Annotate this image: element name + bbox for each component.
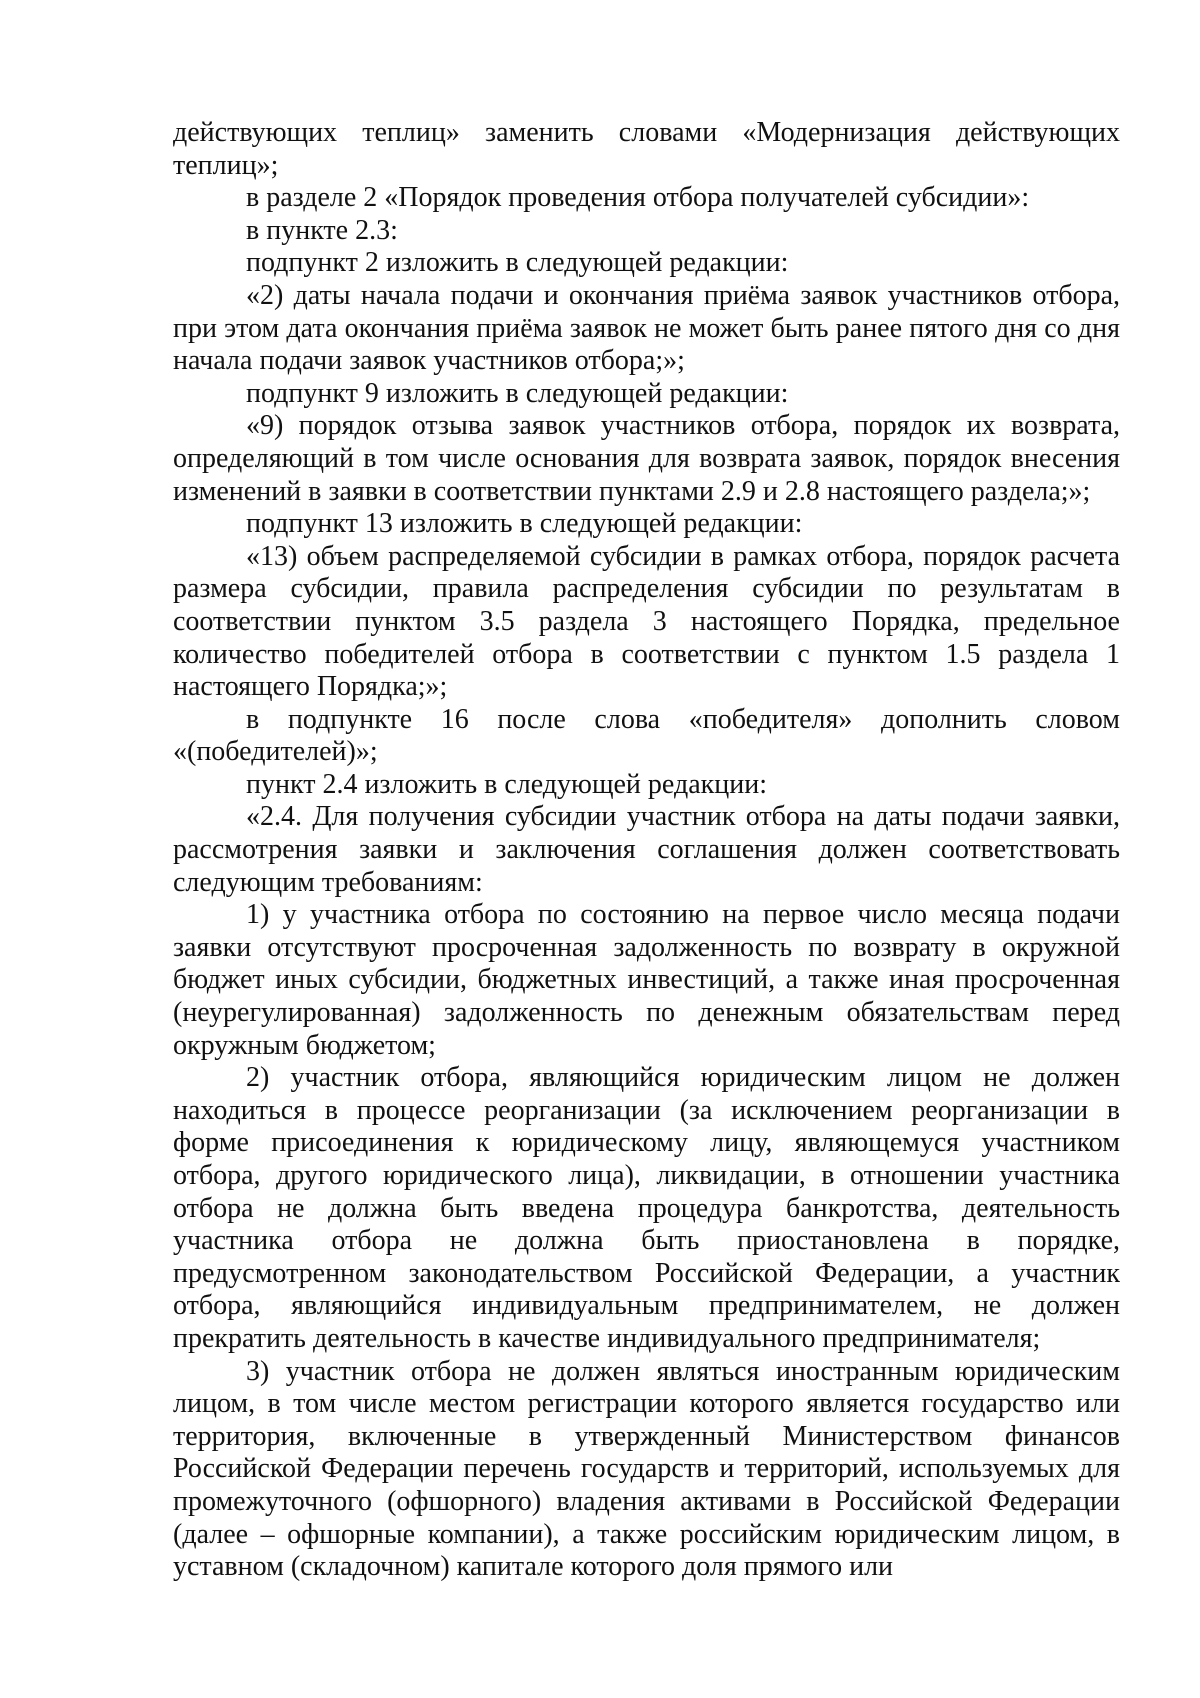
paragraph-requirement-1: 1) у участника отбора по состоянию на первое число месяца подачи заявки отсутствуют просроченная задолженность по возврату в окружной бюджет иных субсидии, бюджетных инвестиций, а также иная просроченная (неурегулированная) задолженность по денежным обязательствам перед окружным бюджетом; bbox=[173, 899, 1120, 1061]
paragraph-subpoint-13-intro: подпункт 13 изложить в следующей редакции: bbox=[246, 508, 803, 540]
paragraph-subpoint-2-text: «2) даты начала подачи и окончания приёма заявок участников отбора, при этом дата окончания приёма заявок не может быть ранее пятого дня со дня начала подачи заявок участников отбора;»; bbox=[173, 279, 1120, 377]
document-page bbox=[173, 117, 1120, 1584]
paragraph-subpoint-2-intro: подпункт 2 изложить в следующей редакции: bbox=[246, 247, 789, 279]
paragraph-subpoint-9-text: «9) порядок отзыва заявок участников отбора, порядок их возврата, определяющий в том числе основания для возврата заявок, порядок внесения изменений в заявки в соответствии пунктами 2.9 и 2.8 настоящего раздела;»; bbox=[173, 410, 1120, 507]
paragraph-subpoint-13-text: «13) объем распределяемой субсидии в рамках отбора, порядок расчета размера субсидии, правила распределения субсидии по результатам в соответствии пунктом 3.5 раздела 3 настоящего Порядка, предельное количество победителей отбора в соответствии с пунктом 1.5 раздела 1 настоящего Порядка;»; bbox=[173, 540, 1120, 703]
paragraph-point-2-4-intro: пункт 2.4 изложить в следующей редакции: bbox=[246, 768, 767, 800]
paragraph-subpoint-9-intro: подпункт 9 изложить в следующей редакции: bbox=[246, 377, 789, 409]
paragraph-point-2-4-text: «2.4. Для получения субсидии участник отбора на даты подачи заявки, рассмотрения заявки и заключения соглашения должен соответствовать следующим требованиям: bbox=[173, 801, 1120, 898]
paragraph-subpoint-16: в подпункте 16 после слова «победителя» дополнить словом «(победителей)»; bbox=[173, 703, 1120, 768]
paragraph-section-2: в разделе 2 «Порядок проведения отбора получателей субсидии»: bbox=[246, 182, 1030, 214]
paragraph-point-2-3: в пункте 2.3: bbox=[246, 214, 398, 246]
paragraph-requirement-3: 3) участник отбора не должен являться иностранным юридическим лицом, в том числе местом регистрации которого является государство или территория, включенные в утвержденный Министерством финансов Российской Федерации перечень государств и территорий, используемых для промежуточного (офшорного) владения активами в Российской Федерации (далее – офшорные компании), а также российским юридическим лицом, в уставном (складочном) капитале которого доля прямого или bbox=[173, 1355, 1120, 1583]
paragraph-continuation: действующих теплиц» заменить словами «Модернизация действующих теплиц»; bbox=[173, 117, 1120, 181]
paragraph-requirement-2: 2) участник отбора, являющийся юридическим лицом не должен находиться в процессе реорганизации (за исключением реорганизации в форме присоединения к юридическому лицу, являющемуся участником отбора, другого юридического лица), ликвидации, в отношении участника отбора не должна быть введена процедура банкротства, деятельность участника отбора не должна быть приостановлена в порядке, предусмотренном законодательством Российской Федерации, а участник отбора, являющийся индивидуальным предпринимателем, не должен прекратить деятельность в качестве индивидуального предпринимателя; bbox=[173, 1062, 1120, 1354]
